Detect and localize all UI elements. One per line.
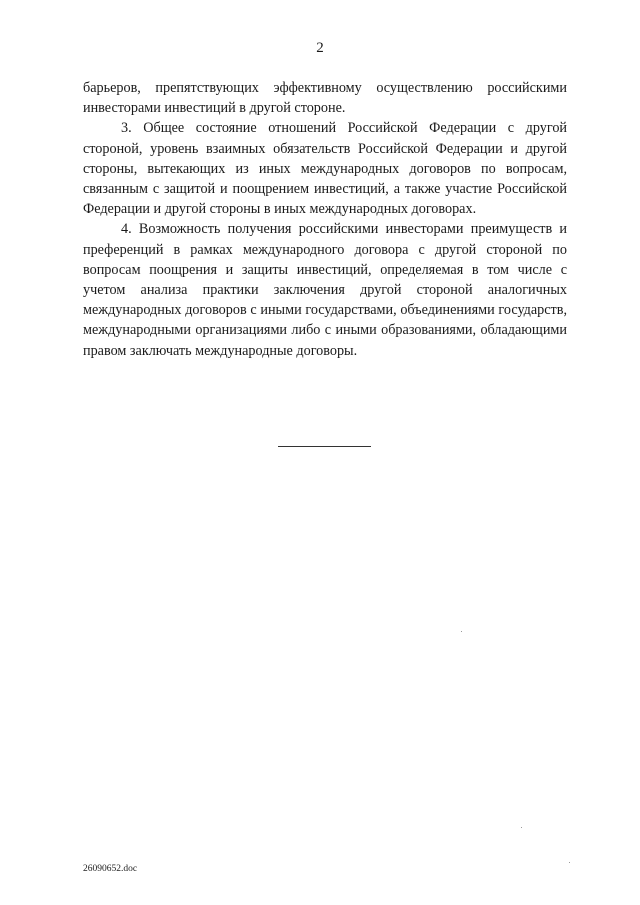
end-separator-line xyxy=(278,446,371,447)
scan-speck xyxy=(461,631,462,632)
paragraph-item-3: 3. Общее состояние отношений Российской Федерации с другой стороной, уровень взаимных обязательств Российской Федерации и другой стороны, вытекающих из иных международных договоров по вопросам, связанным с защитой и поощрением инвестиций, а также участие Российской Федерации и другой стороны в иных международных договорах. xyxy=(83,120,567,218)
file-name-footer: 26090652.doc xyxy=(83,864,138,874)
paragraph-continuation: барьеров, препятствующих эффективному осуществлению российскими инвесторами инвестиций в другой стороне. xyxy=(83,80,567,117)
scan-speck xyxy=(569,862,570,863)
paragraph-item-4: 4. Возможность получения российскими инвесторами преимуществ и преференций в рамках международного договора с другой стороной по вопросам поощрения и защиты инвестиций, определяемая в том числе с учетом анализа практики заключения другой стороной аналогичных международных договоров с иными государствами, объединениями государств, международными организациями либо с иными образованиями, обладающими правом заключать международные договоры. xyxy=(83,221,567,359)
scan-speck xyxy=(521,827,522,828)
page-number: 2 xyxy=(316,40,324,56)
document-body xyxy=(83,78,567,361)
